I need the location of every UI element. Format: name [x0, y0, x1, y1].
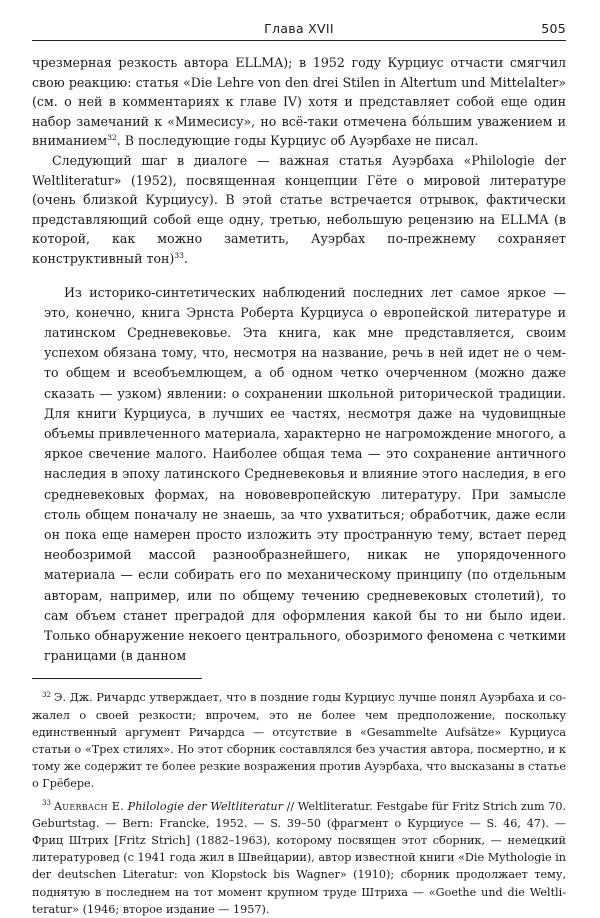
- page-number: 505: [541, 21, 566, 36]
- footnote-32: [32, 689, 566, 792]
- footnote-32-number: 32: [42, 690, 51, 699]
- footnote-33-title: Philologie der Weltliteratur: [127, 799, 283, 813]
- footnote-33: [32, 798, 566, 918]
- paragraph-2-tail: .: [183, 250, 188, 266]
- block-quote-text: Из историко-синтетических наблюдений последних лет самое яркое — это, конечно, книга Эрнста Роберта Курциуса о европейской литературе и латинском Средневековье. Эта книга, как мне представляется, своим успехом обязана тому, что, несмотря на название, речь в ней идет не о чем-то общем и всеобъемлющем, а об одном четко очерченном (можно даже сказать — узком) явлении: о сохранении школьной риторической традиции. Для книги Курциуса, в лучших ее частях, несмотря даже на чудовищные объемы привлеченного материала, характерно не нагромождение многого, а яркое свечение малого. Наиболее общая тема — это сохранение античного наследия в эпоху латинского Средневековья и влияние этого наследия, в его средневековых формах, на нововевропейскую литературу. При замысле столь общем поначалу не знаешь, за что ухватиться; обработчик, даже если он пока еще намерен просто изложить эту пространную тему, встает перед необозримой массой разнообразнейшего, никак не упорядоченного материала — если собирать его по механическому принципу (по отдельным авторам, например, или по общему течению средневековых столетий), то сам объем станет преградой для оформления какой бы то ни было идеи. Только обнаружение некоего центрального, обозримого феномена с четкими границами (в данном: [44, 284, 566, 664]
- paragraph-2-text: Следующий шаг в диалоге — важная статья Ауэрбаха «Philologie der Weltliteratur» (1952), посвященная концепции Гёте о мировой литературе (очень близкой Курциусу). В этой статье встречается отрывок, фактически представляющий собой еще одну, третью, небольшую рецензию на ELLMA (в которой, как можно заметить, Ауэрбах по-прежнему сохраняет конструктивный тон): [32, 152, 566, 266]
- main-text: [32, 53, 566, 269]
- paragraph-1-tail: . В последующие годы Курциус об Ауэрбахе не писал.: [116, 133, 479, 149]
- paragraph-1: [32, 53, 566, 151]
- footnote-ref-32[interactable]: 32: [107, 133, 117, 143]
- footnotes: [32, 689, 566, 918]
- running-header: [32, 18, 566, 41]
- footnote-ref-33[interactable]: 33: [174, 250, 184, 260]
- paragraph-1-text: чрезмерная резкость автора ELLMA); в 1952 году Курциус отчасти смягчил свою реакцию: статья «Die Lehre von den drei Stilen in Altertum und Mittelalter» (см. о ней в комментариях к главе IV) хотя и представляет собой еще один набор замечаний к «Мимесису», но всё-таки отмечена бóльшим уважением и вниманием: [32, 55, 566, 149]
- footnote-33-text: // Weltliteratur. Festgabe für Fritz Strich zum 70. Geburtstag. — Bern: Francke, 1952. — S. 39–50 (фрагмент о Курциусе — S. 46, 47). — Фриц Штрих [Fritz Strich] (1882–1963), которому посвящен этот сборник, — немецкий литературовед (с 1941 года жил в Швейцарии), автор известной книги «Die Mythologie in der deutschen Literatur: von Klopstock bis Wagner» (1910); сборник продолжает тему, поднятую в последнем на тот момент крупном труде Штриха — «Goethe und die Weltliteratur» (1946; второе издание — 1957).: [32, 799, 566, 916]
- chapter-title: Глава XVII: [264, 21, 334, 36]
- footnote-32-text: Э. Дж. Ричардс утверждает, что в поздние годы Курциус лучше понял Ауэрбаха и сожалел о своей резкости; впрочем, это не более чем предположение, поскольку единственный аргумент Ричардса — отсутствие в «Gesammelte Aufsätze» Курциуса статьи о «Трех стилях». Но этот сборник составлялся без участия автора, посмертно, и к тому же содержит те более резкие возражения против Ауэрбаха, что высказаны в статье о Грёбере.: [32, 691, 566, 791]
- footnote-divider: [32, 678, 202, 679]
- book-page: [32, 18, 566, 916]
- footnote-33-author: Auerbach E.: [53, 799, 125, 813]
- block-quote: [32, 283, 566, 667]
- paragraph-2: [32, 151, 566, 269]
- footnote-33-number: 33: [42, 798, 51, 807]
